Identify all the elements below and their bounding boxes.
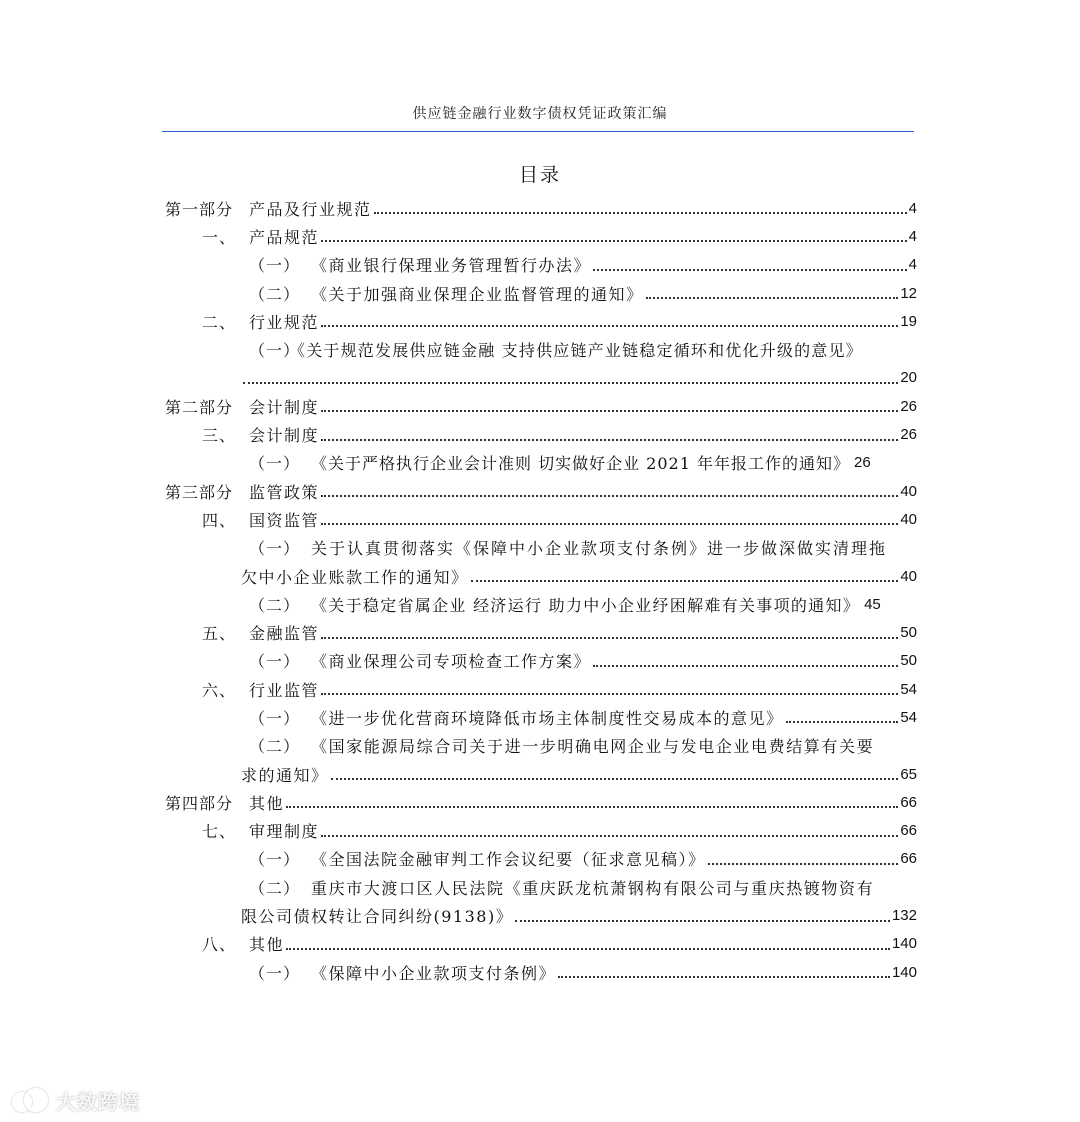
toc-entry-page: 54 xyxy=(900,680,917,698)
toc-entry-page: 40 xyxy=(900,482,917,500)
toc-entry-section[interactable] xyxy=(165,307,917,335)
leader-dots xyxy=(321,439,898,441)
toc-entry-page: 4 xyxy=(908,199,917,217)
leader-dots xyxy=(471,580,899,582)
toc-entry-continuation[interactable] xyxy=(165,562,917,590)
toc-entry-number: （一） xyxy=(249,652,301,672)
toc-entry-section[interactable] xyxy=(165,420,917,448)
toc-entry-text: 《关于严格执行企业会计准则 切实做好企业 2021 年年报工作的通知》 xyxy=(311,454,850,474)
toc-entry-number: （一） xyxy=(249,708,301,728)
toc-entry-continuation[interactable] xyxy=(165,901,917,929)
toc-entry-section[interactable] xyxy=(165,618,917,646)
toc-entry-page: 50 xyxy=(900,652,917,670)
toc-entry-page: 45 xyxy=(864,595,881,613)
toc-entry-continuation[interactable] xyxy=(165,364,917,392)
toc-entry-page: 19 xyxy=(900,312,917,330)
toc-entry-item[interactable] xyxy=(165,958,917,986)
toc-entry-text: 求的通知》 xyxy=(241,765,329,785)
toc-entry-page: 12 xyxy=(900,284,917,302)
toc-entry-text: 金融监管 xyxy=(249,624,320,644)
toc-entry-text: 重庆市大渡口区人民法院《重庆跃龙杭萧钢构有限公司与重庆热镀物资有 xyxy=(311,878,875,898)
leader-dots xyxy=(321,325,898,327)
toc-entry-text: 行业规范 xyxy=(249,312,320,332)
toc-entry-page: 40 xyxy=(900,510,917,528)
toc-entry-item[interactable] xyxy=(165,534,917,562)
toc-entry-page: 4 xyxy=(908,256,917,274)
toc-entry-number: （一） xyxy=(249,850,301,870)
toc-entry-item[interactable] xyxy=(165,732,917,760)
toc-entry-number: 二、 xyxy=(202,312,237,332)
toc-entry-text: 其他 xyxy=(249,935,285,955)
toc-entry-part-4[interactable] xyxy=(165,788,917,816)
leader-dots xyxy=(286,806,898,808)
toc-entry-text: 《商业银行保理业务管理暂行办法》 xyxy=(311,256,592,276)
watermark xyxy=(12,1086,140,1115)
toc-entry-number: （一） xyxy=(249,539,301,559)
leader-dots xyxy=(243,382,898,384)
toc-entry-text: 国资监管 xyxy=(249,510,320,530)
toc-entry-page: 40 xyxy=(900,567,917,585)
toc-entry-number: （二） xyxy=(249,284,301,304)
toc-entry-number: （一） xyxy=(249,454,301,474)
toc-entry-text: 产品规范 xyxy=(249,227,320,247)
leader-dots xyxy=(646,297,899,299)
toc-entry-page: 140 xyxy=(891,935,917,953)
toc-entry-item[interactable] xyxy=(165,449,917,477)
toc-entry-number: （二） xyxy=(249,878,301,898)
toc-entry-section[interactable] xyxy=(165,817,917,845)
toc-entry-number: 一、 xyxy=(202,227,237,247)
toc-entry-part-1[interactable] xyxy=(165,194,917,222)
running-header: 供应链金融行业数字债权凭证政策汇编 xyxy=(412,106,668,122)
leader-dots xyxy=(321,637,898,639)
toc-entry-number: （一） xyxy=(249,256,301,276)
toc-entry-text: 《国家能源局综合司关于进一步明确电网企业与发电企业电费结算有关要 xyxy=(311,737,875,757)
toc-entry-item[interactable] xyxy=(165,845,917,873)
toc-entry-text: 《关于规范发展供应链金融 支持供应链产业链稳定循环和优化升级的意见》 xyxy=(289,341,863,361)
toc-entry-item[interactable] xyxy=(165,335,917,363)
toc-entry-section[interactable] xyxy=(165,930,917,958)
toc-entry-number: 四、 xyxy=(202,510,237,530)
toc-entry-text: 行业监管 xyxy=(249,680,320,700)
toc-entry-number: （一） xyxy=(249,963,301,983)
toc-entry-text: 《关于稳定省属企业 经济运行 助力中小企业纾困解难有关事项的通知》 xyxy=(311,595,861,615)
toc-entry-number: 六、 xyxy=(202,680,237,700)
toc-entry-text: 产品及行业规范 xyxy=(249,199,372,219)
toc-entry-page: 65 xyxy=(900,765,917,783)
leader-dots xyxy=(593,665,898,667)
toc-entry-number: 八、 xyxy=(202,935,237,955)
leader-dots xyxy=(593,269,907,271)
leader-dots xyxy=(321,835,898,837)
leader-dots xyxy=(321,240,907,242)
leader-dots xyxy=(515,920,890,922)
leader-dots xyxy=(786,721,899,723)
toc-entry-number: （一） xyxy=(249,341,301,361)
leader-dots xyxy=(321,693,898,695)
toc-entry-page: 26 xyxy=(853,454,871,472)
toc-entry-section[interactable] xyxy=(165,505,917,533)
toc-entry-text: 《关于加强商业保理企业监督管理的通知》 xyxy=(311,284,644,304)
toc-entry-item[interactable] xyxy=(165,279,917,307)
leader-dots xyxy=(374,212,907,214)
toc-entry-page: 26 xyxy=(900,426,917,444)
leader-dots xyxy=(558,976,890,978)
toc-entry-text: 《保障中小企业款项支付条例》 xyxy=(311,963,557,983)
toc-entry-page: 54 xyxy=(900,708,917,726)
toc-entry-page: 66 xyxy=(900,850,917,868)
toc-entry-text: 关于认真贯彻落实《保障中小企业款项支付条例》进一步做深做实清理拖 xyxy=(311,539,888,559)
watermark-logo-icon xyxy=(12,1088,50,1114)
toc-entry-part-2[interactable] xyxy=(165,392,917,420)
toc-entry-text: 审理制度 xyxy=(249,822,320,842)
toc-entry-item[interactable] xyxy=(165,251,917,279)
toc-entry-page: 132 xyxy=(891,907,917,925)
toc-entry-text: 欠中小企业账款工作的通知》 xyxy=(241,567,469,587)
toc-entry-number: 第三部分 xyxy=(165,482,234,502)
toc-entry-page: 140 xyxy=(891,963,917,981)
toc-entry-part-3[interactable] xyxy=(165,477,917,505)
toc-entry-number: 三、 xyxy=(202,426,237,446)
leader-dots xyxy=(321,495,898,497)
toc-entry-continuation[interactable] xyxy=(165,760,917,788)
toc-entry-number: （二） xyxy=(249,595,301,615)
toc-entry-text: 《进一步优化营商环境降低市场主体制度性交易成本的意见》 xyxy=(311,708,784,728)
toc-entry-page: 26 xyxy=(900,397,917,415)
toc-entry-page: 66 xyxy=(900,822,917,840)
toc-entry-text: 会计制度 xyxy=(249,397,320,417)
leader-dots xyxy=(708,863,899,865)
toc-entry-page: 20 xyxy=(900,369,917,387)
toc-entry-section[interactable] xyxy=(165,222,917,250)
toc-entry-text: 监管政策 xyxy=(249,482,320,502)
toc-entry-text: 《全国法院金融审判工作会议纪要（征求意见稿）》 xyxy=(311,850,706,870)
leader-dots xyxy=(321,410,898,412)
table-of-contents xyxy=(165,194,917,986)
watermark-text: 大数跨境 xyxy=(56,1090,140,1114)
toc-entry-item[interactable] xyxy=(165,873,917,901)
leader-dots xyxy=(286,948,890,950)
leader-dots xyxy=(321,523,898,525)
toc-entry-item[interactable] xyxy=(165,703,917,731)
toc-entry-item[interactable] xyxy=(165,590,1025,618)
toc-entry-text: 限公司债权转让合同纠纷(9138)》 xyxy=(241,907,514,927)
toc-entry-text: 会计制度 xyxy=(249,426,320,446)
toc-entry-number: 五、 xyxy=(202,624,237,644)
toc-entry-text: 其他 xyxy=(249,793,285,813)
toc-entry-item[interactable] xyxy=(165,647,917,675)
toc-entry-number: 第一部分 xyxy=(165,199,234,219)
toc-entry-number: 第二部分 xyxy=(165,397,234,417)
leader-dots xyxy=(331,778,899,780)
toc-entry-page: 66 xyxy=(900,793,917,811)
toc-title: 目录 xyxy=(518,164,561,186)
toc-entry-number: 七、 xyxy=(202,822,237,842)
toc-entry-page: 4 xyxy=(908,227,917,245)
toc-entry-section[interactable] xyxy=(165,675,917,703)
toc-entry-number: 第四部分 xyxy=(165,793,234,813)
header-rule xyxy=(162,131,914,132)
toc-entry-page: 50 xyxy=(900,624,917,642)
toc-entry-number: （二） xyxy=(249,737,301,757)
toc-entry-text: 《商业保理公司专项检查工作方案》 xyxy=(311,652,592,672)
